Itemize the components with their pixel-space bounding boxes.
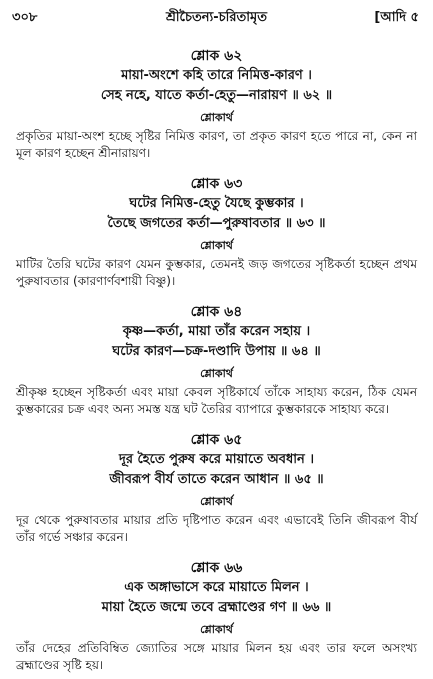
translation-heading: শ্লোকার্থ: [200, 623, 233, 636]
verse-line: দূর হৈতে পুরুষ করে মায়াতে অবধান ।: [119, 452, 314, 467]
verse-line: মায়া হৈতে জন্মে তবে ব্রহ্মাণ্ডের গণ ॥ ৬৬ ॥: [101, 600, 332, 615]
verse-heading: শ্লোক ৬৪: [190, 304, 243, 320]
verse-block-66: [16, 558, 417, 674]
translation-text: শ্রীকৃষ্ণ হচ্ছেন সৃষ্টিকর্তা এবং মায়া কেবল সৃষ্টিকার্যে তাঁকে সাহায্য করেন, ঠিক যেমন কুম্ভকারের চক্র এবং অন্য সমস্ত যন্ত্র ঘট তৈরির ব্যাপারে কুম্ভকারকে সাহায্য করে।: [16, 385, 417, 416]
verse-line: কৃষ্ণ—কর্তা, মায়া তাঁর করেন সহায় ।: [122, 324, 311, 339]
translation-heading: শ্লোকার্থ: [200, 239, 233, 252]
translation-heading: শ্লোকার্থ: [200, 367, 233, 380]
verse-block-63: [16, 174, 417, 290]
verse-line: ঘটের কারণ—চক্র-দণ্ডাদি উপায় ॥ ৬৪ ॥: [112, 344, 321, 359]
verse-heading: শ্লোক ৬৩: [190, 176, 243, 192]
verse-line: মায়া-অংশে কহি তারে নিমিত্ত-কারণ ।: [121, 68, 312, 83]
verse-block-62: [16, 46, 417, 162]
translation-text: প্রকৃতির মায়া-অংশ হচ্ছে সৃষ্টির নিমিত্ত কারণ, তা প্রকৃত কারণ হতে পারে না, কেন না মূল কারণ হচ্ছেন শ্রীনারায়ণ।: [16, 129, 417, 160]
verse-block-65: [16, 430, 417, 546]
translation-heading: শ্লোকার্থ: [200, 495, 233, 508]
verse-block-64: [16, 302, 417, 418]
verse-line: তৈছে জগতের কর্তা—পুরুষাবতার ॥ ৬৩ ॥: [107, 216, 326, 231]
translation-heading: শ্লোকার্থ: [200, 111, 233, 124]
translation-text: তাঁর দেহের প্রতিবিম্বিত জ্যোতির সঙ্গে মায়ার মিলন হয় এবং তার ফলে অসংখ্য ব্রহ্মাণ্ডের সৃষ্টি হয়।: [16, 641, 417, 672]
verse-heading: শ্লোক ৬৫: [190, 432, 243, 448]
translation-text: দূর থেকে পুরুষাবতার মায়ার প্রতি দৃষ্টিপাত করেন এবং এভাবেই তিনি জীবরূপ বীর্য তাঁর গর্ভে সঞ্চার করেন।: [16, 513, 417, 544]
verse-heading: শ্লোক ৬৬: [190, 560, 243, 576]
verse-line: ঘটের নিমিত্ত-হেতু যৈছে কুম্ভকার ।: [129, 196, 304, 211]
page-header: [0, 8, 433, 28]
translation-text: মাটির তৈরি ঘটের কারণ যেমন কুম্ভকার, তেমনই জড় জগতের সৃষ্টিকর্তা হচ্ছেন প্রথম পুরুষাবতার (কারণার্ণবশায়ী বিষ্ণু)।: [16, 257, 417, 288]
page-body: [16, 46, 417, 674]
running-title: শ্রীচৈতন্য-চরিতামৃত: [165, 10, 268, 25]
verse-line: জীবরূপ বীর্য তাতে করেন আধান ॥ ৬৫ ॥: [109, 472, 324, 487]
verse-line: সেহ নহে, যাতে কর্তা-হেতু—নারায়ণ ॥ ৬২ ॥: [100, 88, 333, 103]
page-number: ৩০৮: [12, 10, 38, 25]
chapter-reference: [আদি ৫: [374, 10, 419, 25]
verse-heading: শ্লোক ৬২: [190, 48, 243, 64]
verse-line: এক অঙ্গাভাসে করে মায়াতে মিলন ।: [124, 580, 309, 595]
